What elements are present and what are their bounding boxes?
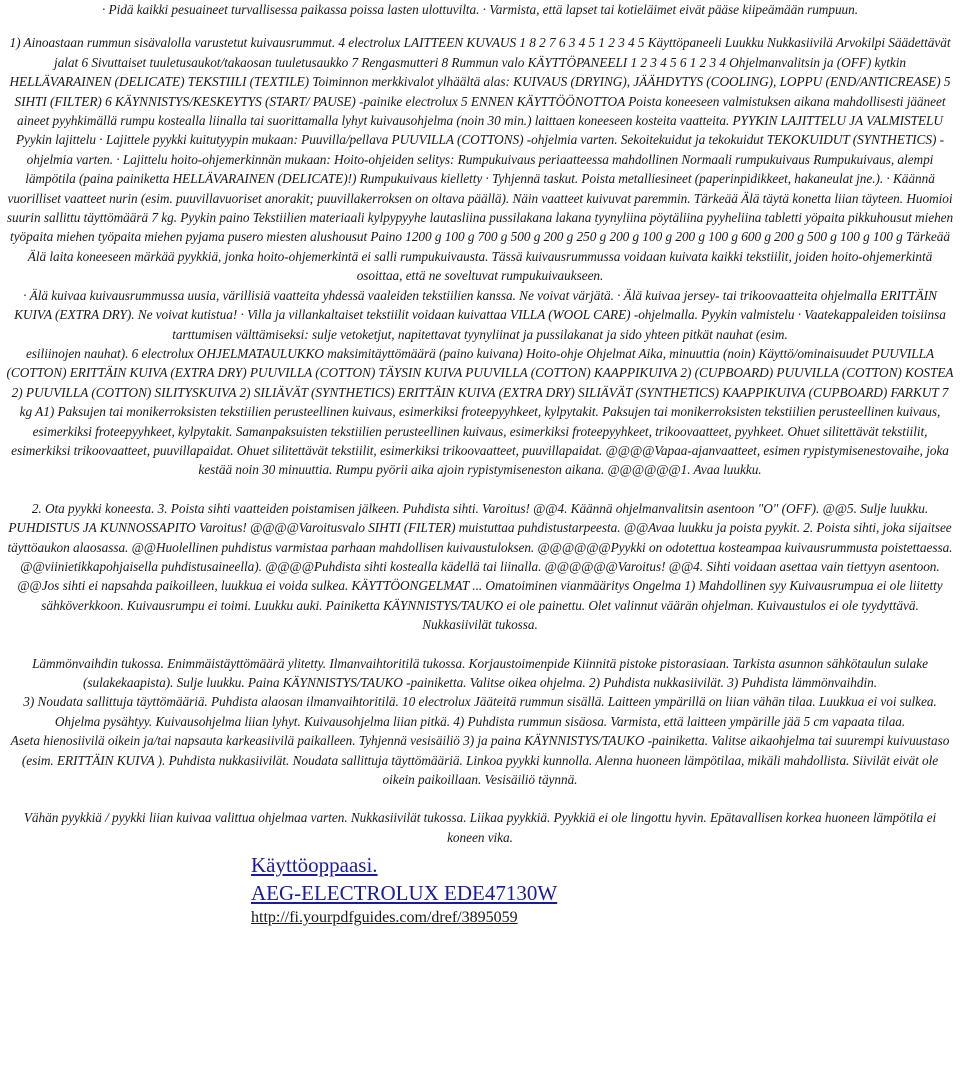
paragraph-troubleshoot-5: Vähän pyykkiä / pyykki liian kuivaa valittua ohjelmaa varten. Nukkasiivilät tukossa. Liikaa pyykkiä. Pyykkiä ei ole lingottu hyvin. Epätavallisen korkea huoneen lämpötila ei koneen vika. (23, 810, 937, 845)
paragraph-troubleshoot-4: Aseta hienosiivilä oikein ja/tai napsauta karkeasiivilä paikalleen. Tyhjennä vesisäiliö 3) ja paina KÄYNNISTYS/TAUKO -painiketta. Valitse aikaohjelma tai suurempi kuivuustaso (esim. ERITTÄIN KUIVA ). Puhdista nukkasiivilät. Noudata sallittuja täyttömääriä. Linkoa pyykki kunnolla. Alenna huoneen lämpötilaa, mikäli mahdollista. Siivilät eivät ole oikein paikoillaan. Vesisäiliö täynnä. (10, 733, 950, 788)
paragraph-troubleshoot-3: Ohjelma pysähtyy. Kuivausohjelma liian lyhyt. Kuivausohjelma liian pitkä. 4) Puhdista rummun sisäosa. Varmista, että laitteen ympärille jää 5 cm vapaata tilaa. (54, 713, 906, 729)
paragraph-warnings: · Älä kuivaa kuivausrummussa uusia, värillisiä vaatteita yhdessä vaaleiden tekstiilien kanssa. Ne voivat värjätä. · Älä kuivaa jersey- tai trikoovaatteita ohjelmalla ERITTÄIN KUIVA (EXTRA DRY). Ne voivat kutistua! · Villa ja villankaltaiset tekstiilit voidaan kuivattaa VILLA (WOOL CARE) -ohjelmalla. Pyykin valmistelu · Vaatekappaleiden toisiinsa tarttumisen välttämiseksi: sulje vetoketjut, napitettavat tyynyliinat ja pussilakanat ja sido yhteen pitkät nauhat (esim. (14, 287, 946, 342)
product-link[interactable]: AEG-ELECTROLUX EDE47130W (251, 881, 558, 906)
paragraph-troubleshoot-1: Lämmönvaihdin tukossa. Enimmäistäyttömäärä ylitetty. Ilmanvaihtoritilä tukossa. Korjaustoimenpide Kiinnitä pistoke pistorasiaan. Tarkista asunnon sähkötaulun sulake (sulakekaapista). Sulje luukku. Paina KÄYNNISTYS/TAUKO -painiketta. Valitse oikea ohjelma. 2) Puhdista nukkasiivilät. 3) Puhdista lämmönvaihdin. (32, 655, 928, 690)
paragraph-troubleshoot-2: 3) Noudata sallittuja täyttömääriä. Puhdista alaosan ilmanvaihtoritilä. 10 electrolux Jääteitä rummun sisällä. Laitteen ympärillä on liian vähän tilaa. Luukkua ei voi sulkea. (23, 694, 937, 710)
footer-links (251, 851, 954, 929)
paragraph-program-table: esiliinojen nauhat). 6 electrolux OHJELMATAULUKKO maksimitäyttömäärä (paino kuivana) Hoito-ohje Ohjelmat Aika, minuuttia (noin) Käyttö/ominaisuudet PUUVILLA (COTTON) ERITTÄIN KUIVA (EXTRA DRY) PUUVILLA (COTTON) TÄYSIN KUIVA PUUVILLA (COTTON) KAAPPIKUIVA 2) (CUPBOARD) PUUVILLA (COTTON) KOSTEA 2) PUUVILLA (COTTON) SILITYSKUIVA 2) SILIÄVÄT (SYNTHETICS) ERITTÄIN KUIVA (EXTRA DRY) SILIÄVÄT (SYNTHETICS) KAAPPIKUIVA (CUPBOARD) FARKUT 7 kg A1) Paksujen tai monikerroksisten tekstiilien perusteellinen kuivaus, esimerkiksi froteepyyhkeet, kylpytakit. Paksujen tai monikerroksisten tekstiilien perusteellinen kuivaus, esimerkiksi froteepyyhkeet, kylpytakit. Samanpaksuisten tekstiilien perusteellinen kuivaus, esimerkiksi froteepyyhkeet, trikoovaatteet, pyyhkeet. Ohuet silitettävät tekstiilit, esimerkiksi trikoovaatteet, puuvillapaidat. Ohuet silitettävät tekstiilit, esimerkiksi trikoovaatteet, puuvillapaidat. @@@@Vapaa-ajanvaatteet, esimen rypistymisenestovaihe, joka kestää noin 30 minuuttia. Rumpu pyörii aika ajoin rypistymiseneston aikana. @@@@@@1. Avaa luukku. (6, 345, 954, 478)
manual-link[interactable]: Käyttöoppaasi. (251, 853, 378, 878)
paragraph-description: 1) Ainoastaan rummun sisävalolla varustetut kuivausrummut. 4 electrolux LAITTEEN KUVAUS 1 8 2 7 6 3 4 5 1 2 3 4 5 Käyttöpaneeli Luukku Nukkasiivilä Arvokilpi Säädettävät jalat 6 Sivuttaiset tuuletusaukot/takaosan tuuletusaukko 7 Rengasmutteri 8 Rummun valo KÄYTTÖPANEELI 1 2 3 4 5 6 1 2 3 4 Ohjelmanvalitsin ja (OFF) kytkin HELLÄVARAINEN (DELICATE) TEKSTIILI (TEXTILE) Toiminnon merkkivalot ylhäältä alas: KUIVAUS (DRYING), JÄÄHDYTYS (COOLING), LOPPU (END/ANTICREASE) 5 SIHTI (FILTER) 6 KÄYNNISTYS/KESKEYTYS (START/ PAUSE) -painike electrolux 5 ENNEN KÄYTTÖÖNOTTOA Poista koneeseen valmistuksen aikana mahdollisesti jääneet aineet pyyhkimällä rumpu kostealla liinalla tai suorittamalla lyhyt kuivausohjelma (noin 30 min.) laittaen koneeseen kosteita vaatteita. PYYKIN LAJITTELU JA VALMISTELU Pyykin lajittelu · Lajittele pyykki kuitutyypin mukaan: Puuvilla/pellava PUUVILLA (COTTONS) -ohjelmia varten. Sekoitekuidut ja tekokuidut TEKOKUIDUT (SYNTHETICS) -ohjelmia varten. · Lajittelu hoito-ohjemerkinnän mukaan: Hoito-ohjeiden selitys: Rumpukuivaus periaatteessa mahdollinen Normaali rumpukuivaus Rumpukuivaus, alempi lämpötila (paina painiketta HELLÄVARAINEN (DELICATE)!) Rumpukuivaus kielletty · Tyhjennä taskut. Poista metalliesineet (paperinpidikkeet, hakaneulat jne.). · Käännä vuorilliset vaatteet nurin (esim. puuvillavuoriset anorakit; puuvillakerroksen on oltava päällä). Näin vaatteet kuivuvat paremmin. Tärkeää Älä täytä konetta liian täyteen. Huomioi suurin sallittu täyttömäärä 7 kg. Pyykin paino Tekstiilien materiaali kylpypyyhe lautasliina pussilakana lakana tyynyliina pöytäliina pyyheliina tabletti yöpaita pikkuhousut miehen työpaita miehen työpaita miehen pyjama pusero miesten alushousut Paino 1200 g 100 g 700 g 500 g 200 g 250 g 200 g 100 g 200 g 100 g 600 g 200 g 500 g 100 g 100 g Tärkeää Älä laita koneeseen märkää pyykkiä, jonka hoito-ohjemerkintä ei salli rumpukuivausta. Tässä kuivausrummussa voidaan kuivata kaikki tekstiilit, joiden hoito-ohjemerkintä osoittaa, että ne soveltuvat rumpukuivaukseen. (6, 35, 954, 284)
paragraph-cleaning: 2. Ota pyykki koneesta. 3. Poista sihti vaatteiden poistamisen jälkeen. Puhdista sihti. Varoitus! @@4. Käännä ohjelmanvalitsin asentoon "O" (OFF). @@5. Sulje luukku. PUHDISTUS JA KUNNOSSAPITO Varoitus! @@@@Varoitusvalo SIHTI (FILTER) muistuttaa puhdistustarpeesta. @@Avaa luukku ja poista pyykit. 2. Poista sihti, joka sijaitsee täyttöaukon alaosassa. @@Huolellinen puhdistus varmistaa parhaan mahdollisen kuivaustuloksen. @@@@@@Pyykki on odotettua kosteampaa kuivausrummusta poistettaessa. @@viinietikkapohjaisella puhdistusaineella). @@@@Puhdista sihti kostealla kädellä tai liinalla. @@@@@@Varoitus! @@4. Sihti voidaan asettaa vain tiettyyn asentoon. @@Jos sihti ei napsahda paikoilleen, luukkua ei voida sulkea. KÄYTTÖONGELMAT ... Omatoiminen vianmääritys Ongelma 1) Mahdollinen syy Kuivausrumpua ei ole liitetty sähköverkkoon. Kuivausrumpu ei toimi. Luukku auki. Painiketta KÄYNNISTYS/TAUKO ei ole painettu. Olet valinnut väärän ohjelman. Kuivaustulos ei ole tyydyttävä. Nukkasiivilät tukossa. (7, 500, 953, 633)
paragraph-safety: · Pidä kaikki pesuaineet turvallisessa paikassa poissa lasten ulottuvilta. · Varmista, että lapset tai kotieläimet eivät pääse kiipeämään rumpuun. (101, 2, 859, 17)
url-link[interactable]: http://fi.yourpdfguides.com/dref/3895059 (251, 909, 518, 927)
